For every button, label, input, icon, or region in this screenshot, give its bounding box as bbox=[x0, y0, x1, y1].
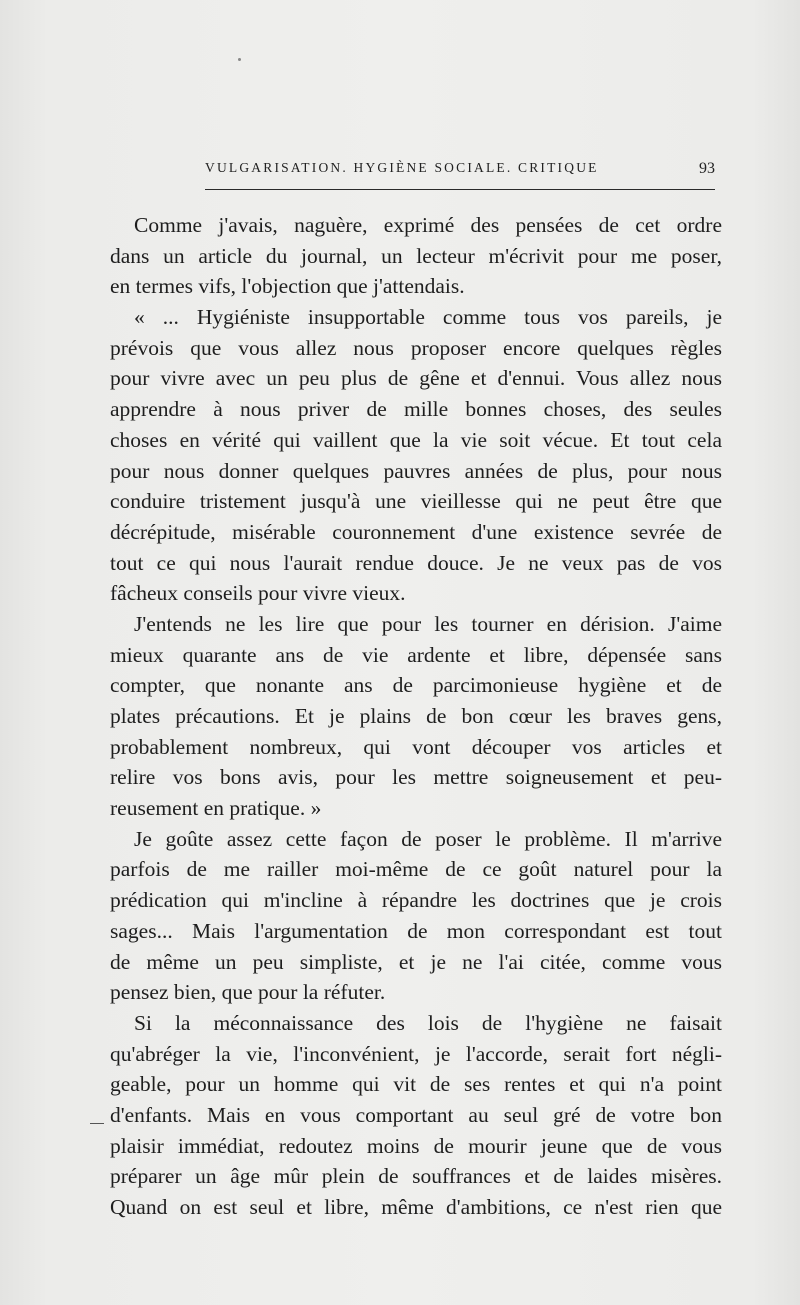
text-line: geable, pour un homme qui vit de ses rentes et qui n'a point bbox=[110, 1072, 722, 1097]
text-line: plaisir immédiat, redoutez moins de mourir jeune que de vous bbox=[110, 1133, 722, 1158]
text-line: J'entends ne les lire que pour les tourner en dérision. J'aime bbox=[134, 611, 722, 636]
text-line: probablement nombreux, qui vont découper vos articles et bbox=[110, 734, 722, 759]
text-line: plates précautions. Et je plains de bon cœur les braves gens, bbox=[110, 704, 722, 728]
text-line: de même un peu simpliste, et je ne l'ai citée, comme vous bbox=[110, 949, 722, 974]
text-line: dans un article du journal, un lecteur m'écrivit pour me poser, bbox=[110, 243, 722, 268]
running-header bbox=[205, 160, 715, 184]
running-title: VULGARISATION. HYGIÈNE SOCIALE. CRITIQUE bbox=[205, 160, 599, 175]
text-line: « ... Hygiéniste insupportable comme tous vos pareils, je bbox=[134, 305, 722, 330]
text-line: Si la méconnaissance des lois de l'hygiène ne faisait bbox=[134, 1010, 722, 1035]
text-line: décrépitude, misérable couronnement d'une existence sevrée de bbox=[110, 519, 722, 544]
text-line: d'enfants. Mais en vous comportant au seul gré de votre bon bbox=[110, 1102, 722, 1127]
text-line: sages... Mais l'argumentation de mon correspondant est tout bbox=[110, 918, 722, 943]
text-line: prédication qui m'incline à répandre les doctrines que je crois bbox=[110, 888, 722, 913]
text-line: compter, que nonante ans de parcimonieuse hygiène et de bbox=[110, 673, 722, 698]
body-text bbox=[110, 210, 722, 1223]
paper-speck bbox=[238, 58, 241, 61]
text-line: préparer un âge mûr plein de souffrances et de laides misères. bbox=[110, 1164, 722, 1189]
text-line: tout ce qui nous l'aurait rendue douce. Je ne veux pas de vos bbox=[110, 550, 722, 575]
page-number: 93 bbox=[699, 160, 715, 177]
text-line: relire vos bons avis, pour les mettre soigneusement et peu- bbox=[110, 765, 722, 790]
text-line: choses en vérité qui vaillent que la vie soit vécue. Et tout cela bbox=[110, 427, 722, 452]
text-line: pensez bien, que pour la réfuter. bbox=[110, 980, 386, 1005]
text-line: qu'abréger la vie, l'inconvénient, je l'accorde, serait fort négli- bbox=[110, 1041, 722, 1066]
header-rule bbox=[205, 189, 715, 190]
text-line: Quand on est seul et libre, même d'ambitions, ce n'est rien que bbox=[110, 1195, 722, 1219]
text-line: Comme j'avais, naguère, exprimé des pensées de cet ordre bbox=[134, 213, 722, 237]
text-line: en termes vifs, l'objection que j'attendais. bbox=[110, 274, 465, 299]
margin-mark bbox=[90, 1123, 104, 1124]
text-line: parfois de me railler moi-même de ce goût naturel pour la bbox=[110, 857, 722, 882]
text-line: mieux quarante ans de vie ardente et libre, dépensée sans bbox=[110, 642, 722, 667]
text-line: fâcheux conseils pour vivre vieux. bbox=[110, 581, 406, 606]
text-line: prévois que vous allez nous proposer encore quelques règles bbox=[110, 335, 722, 360]
text-line: Je goûte assez cette façon de poser le problème. Il m'arrive bbox=[134, 826, 722, 851]
text-line: reusement en pratique. » bbox=[110, 796, 322, 821]
text-line: apprendre à nous priver de mille bonnes choses, des seules bbox=[110, 397, 722, 422]
text-line: pour nous donner quelques pauvres années de plus, pour nous bbox=[110, 458, 722, 483]
text-line: conduire tristement jusqu'à une vieillesse qui ne peut être que bbox=[110, 489, 722, 514]
text-line: pour vivre avec un peu plus de gêne et d'ennui. Vous allez nous bbox=[110, 366, 722, 391]
